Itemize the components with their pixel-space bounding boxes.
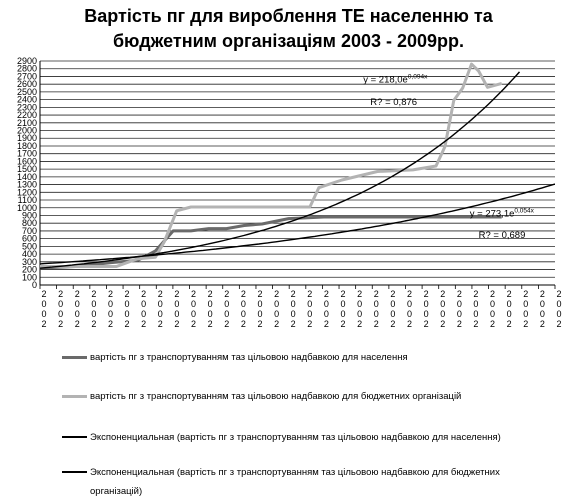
x-tick-char: 2 <box>74 289 80 299</box>
x-tick-label <box>556 289 561 329</box>
x-tick-char: 2 <box>274 289 280 299</box>
x-tick-char: 2 <box>390 319 396 329</box>
x-tick-char: 0 <box>373 299 379 309</box>
x-tick-char: 0 <box>41 299 47 309</box>
x-tick-char: 0 <box>456 309 462 319</box>
x-tick-label <box>324 289 329 329</box>
x-tick-char: 0 <box>141 309 147 319</box>
x-tick-label <box>125 289 130 329</box>
x-tick-label <box>191 289 196 329</box>
annotation-eq-pop <box>470 207 535 219</box>
x-tick-char: 2 <box>440 319 446 329</box>
x-tick-char: 2 <box>357 289 363 299</box>
x-tick-char: 2 <box>124 319 130 329</box>
x-tick-char: 0 <box>490 309 496 319</box>
x-tick-char: 0 <box>274 309 280 319</box>
x-tick-char: 0 <box>473 309 479 319</box>
x-tick-label <box>473 289 478 329</box>
legend-label-trend-budget: Экспоненциальная (вартість пг з транспортуванням таз цільовою надбавкою для бюджетних організацій) <box>90 467 500 497</box>
x-tick-char: 0 <box>490 299 496 309</box>
x-tick-char: 2 <box>58 289 64 299</box>
x-tick-char: 0 <box>523 299 529 309</box>
x-tick-label <box>540 289 545 329</box>
x-tick-char: 0 <box>506 299 512 309</box>
y-tick-label: 400 <box>21 249 37 260</box>
x-tick-char: 0 <box>506 309 512 319</box>
y-tick-label: 1500 <box>16 164 37 175</box>
x-tick-char: 0 <box>556 309 562 319</box>
y-tick-label: 2400 <box>16 94 37 105</box>
legend-label-budget: вартість пг з транспортуванням таз цільовою надбавкою для бюджетних організацій <box>90 391 462 402</box>
x-tick-char: 0 <box>207 309 213 319</box>
annotation-text: R? = 0,876 <box>370 97 418 109</box>
x-tick-char: 0 <box>141 299 147 309</box>
x-tick-char: 0 <box>357 299 363 309</box>
x-tick-char: 2 <box>191 319 197 329</box>
x-tick-label <box>224 289 229 329</box>
x-tick-char: 2 <box>390 289 396 299</box>
x-tick-label <box>424 289 429 329</box>
x-tick-char: 0 <box>207 299 213 309</box>
y-tick-label: 1300 <box>16 179 37 190</box>
x-tick-char: 0 <box>423 309 429 319</box>
y-tick-label: 200 <box>21 264 37 275</box>
x-tick-char: 2 <box>556 289 562 299</box>
x-tick-label <box>357 289 362 329</box>
x-tick-char: 2 <box>406 319 412 329</box>
x-tick-char: 2 <box>240 289 246 299</box>
x-tick-char: 2 <box>556 319 562 329</box>
x-tick-char: 2 <box>41 319 47 329</box>
x-tick-char: 0 <box>74 309 80 319</box>
y-tick-label: 600 <box>21 233 37 244</box>
x-tick-char: 2 <box>506 289 512 299</box>
x-tick-char: 0 <box>58 299 64 309</box>
x-tick-char: 0 <box>124 309 130 319</box>
x-tick-label <box>523 289 528 329</box>
x-tick-char: 0 <box>240 299 246 309</box>
x-tick-char: 2 <box>340 319 346 329</box>
x-tick-char: 0 <box>290 299 296 309</box>
y-tick-label: 1400 <box>16 171 37 182</box>
x-tick-char: 0 <box>257 299 263 309</box>
x-tick-char: 2 <box>74 319 80 329</box>
y-tick-label: 2100 <box>16 117 37 128</box>
x-tick-char: 0 <box>157 309 163 319</box>
x-tick-char: 0 <box>107 309 113 319</box>
x-tick-label <box>490 289 495 329</box>
x-tick-label <box>291 289 296 329</box>
x-tick-char: 0 <box>240 309 246 319</box>
x-tick-char: 0 <box>191 299 197 309</box>
annotation-sup: 0,054x <box>514 207 534 215</box>
x-tick-char: 0 <box>274 299 280 309</box>
x-tick-char: 0 <box>307 309 313 319</box>
x-tick-label <box>457 289 462 329</box>
x-tick-char: 2 <box>207 319 213 329</box>
x-tick-char: 2 <box>58 319 64 329</box>
x-tick-label <box>158 289 163 329</box>
x-tick-char: 0 <box>406 299 412 309</box>
x-tick-char: 2 <box>523 289 529 299</box>
y-tick-label: 900 <box>21 210 37 221</box>
y-tick-label: 2700 <box>16 71 37 82</box>
x-tick-char: 0 <box>406 309 412 319</box>
x-tick-label <box>341 289 346 329</box>
y-tick-label: 300 <box>21 256 37 267</box>
x-tick-char: 0 <box>41 309 47 319</box>
x-tick-label <box>507 289 512 329</box>
annotation-text: R? = 0,689 <box>478 229 526 241</box>
x-tick-char: 0 <box>539 299 545 309</box>
y-tick-label: 500 <box>21 241 37 252</box>
x-tick-label <box>91 289 96 329</box>
y-tick-label: 1900 <box>16 133 37 144</box>
x-tick-char: 2 <box>91 289 97 299</box>
x-tick-char: 0 <box>440 299 446 309</box>
x-tick-char: 0 <box>107 299 113 309</box>
x-tick-char: 0 <box>473 299 479 309</box>
grid <box>17 56 562 329</box>
x-tick-char: 0 <box>307 299 313 309</box>
y-tick-label: 2000 <box>16 125 37 136</box>
x-tick-char: 2 <box>539 319 545 329</box>
x-tick-char: 0 <box>323 309 329 319</box>
x-tick-char: 2 <box>357 319 363 329</box>
x-tick-char: 2 <box>107 319 113 329</box>
x-tick-char: 2 <box>174 319 180 329</box>
x-tick-char: 2 <box>107 289 113 299</box>
x-tick-label <box>58 289 63 329</box>
x-tick-char: 0 <box>157 299 163 309</box>
x-tick-char: 2 <box>423 319 429 329</box>
y-tick-label: 1100 <box>17 195 37 206</box>
annotation-text: y = 218,0e <box>363 74 408 86</box>
y-tick-label: 1800 <box>16 140 37 151</box>
x-tick-char: 2 <box>174 289 180 299</box>
x-tick-char: 2 <box>290 319 296 329</box>
x-tick-char: 2 <box>323 289 329 299</box>
x-tick-char: 0 <box>357 309 363 319</box>
x-tick-char: 2 <box>257 319 263 329</box>
x-tick-char: 0 <box>224 299 230 309</box>
series-line-2 <box>40 184 555 264</box>
x-tick-char: 0 <box>174 309 180 319</box>
x-tick-char: 2 <box>539 289 545 299</box>
x-tick-char: 0 <box>290 309 296 319</box>
y-tick-label: 2300 <box>16 102 37 113</box>
x-tick-label <box>141 289 146 329</box>
y-tick-label: 2200 <box>16 110 37 121</box>
x-tick-label <box>274 289 279 329</box>
x-tick-label <box>174 289 179 329</box>
x-tick-char: 2 <box>473 289 479 299</box>
x-tick-char: 2 <box>157 289 163 299</box>
x-tick-char: 2 <box>290 289 296 299</box>
x-tick-label <box>390 289 395 329</box>
y-tick-label: 2600 <box>16 79 37 90</box>
x-tick-char: 2 <box>257 289 263 299</box>
annotation-r2-pop <box>479 230 526 241</box>
x-tick-char: 2 <box>423 289 429 299</box>
chart-title-line-2: бюджетним організаціям 2003 - 2009рр. <box>112 31 465 51</box>
x-tick-label <box>374 289 379 329</box>
x-tick-char: 0 <box>523 309 529 319</box>
x-tick-char: 0 <box>539 309 545 319</box>
x-tick-char: 0 <box>323 299 329 309</box>
y-tick-label: 2800 <box>16 63 37 74</box>
x-tick-char: 2 <box>240 319 246 329</box>
y-tick-label: 800 <box>21 218 37 229</box>
annotation-r2-budget <box>370 97 417 108</box>
x-tick-char: 2 <box>373 289 379 299</box>
x-tick-char: 0 <box>340 299 346 309</box>
x-tick-char: 2 <box>41 289 47 299</box>
x-tick-char: 0 <box>91 309 97 319</box>
x-tick-char: 2 <box>224 289 230 299</box>
x-tick-char: 0 <box>423 299 429 309</box>
x-tick-char: 2 <box>523 319 529 329</box>
x-tick-char: 2 <box>307 289 313 299</box>
annotation-sup: 0,094x <box>407 73 428 81</box>
y-tick-label: 1000 <box>16 202 37 213</box>
chart-title-line-1: Вартість пг для вироблення ТЕ населенню та <box>84 6 493 26</box>
x-tick-char: 2 <box>157 319 163 329</box>
x-tick-char: 2 <box>191 289 197 299</box>
annotation-text: y = 273,1e <box>469 208 515 220</box>
x-tick-label <box>241 289 246 329</box>
x-tick-char: 2 <box>490 319 496 329</box>
x-tick-char: 2 <box>456 289 462 299</box>
y-tick-label: 700 <box>21 225 37 236</box>
x-tick-label <box>307 289 312 329</box>
series-line-1 <box>40 64 502 266</box>
x-tick-char: 0 <box>373 309 379 319</box>
y-tick-label: 2900 <box>16 56 37 66</box>
x-tick-char: 2 <box>141 319 147 329</box>
y-tick-label: 2500 <box>16 86 37 97</box>
x-tick-char: 0 <box>390 309 396 319</box>
x-tick-char: 0 <box>124 299 130 309</box>
x-tick-char: 2 <box>141 289 147 299</box>
x-tick-char: 2 <box>207 289 213 299</box>
x-tick-char: 0 <box>74 299 80 309</box>
x-tick-char: 0 <box>191 309 197 319</box>
x-tick-label <box>108 289 113 329</box>
x-tick-char: 0 <box>340 309 346 319</box>
x-tick-char: 0 <box>440 309 446 319</box>
legend-label-population: вартість пг з транспортуванням таз цільовою надбавкою для населення <box>90 352 408 363</box>
x-tick-char: 0 <box>224 309 230 319</box>
x-tick-char: 2 <box>274 319 280 329</box>
x-tick-char: 2 <box>440 289 446 299</box>
x-tick-char: 2 <box>373 319 379 329</box>
x-tick-char: 2 <box>124 289 130 299</box>
y-tick-label: 100 <box>21 272 37 283</box>
y-tick-label: 1600 <box>16 156 37 167</box>
x-tick-char: 2 <box>91 319 97 329</box>
x-tick-label <box>208 289 213 329</box>
x-tick-char: 2 <box>473 319 479 329</box>
x-tick-char: 2 <box>406 289 412 299</box>
legend-label-trend-population: Экспоненциальная (вартість пг з транспортуванням таз цільовою надбавкою для населення) <box>90 432 501 443</box>
x-tick-char: 2 <box>307 319 313 329</box>
y-tick-label: 0 <box>31 280 37 290</box>
x-tick-char: 2 <box>456 319 462 329</box>
x-tick-char: 0 <box>91 299 97 309</box>
x-tick-label <box>257 289 262 329</box>
y-tick-label: 1700 <box>16 148 37 159</box>
x-tick-char: 0 <box>456 299 462 309</box>
x-tick-char: 0 <box>174 299 180 309</box>
x-tick-char: 0 <box>257 309 263 319</box>
x-tick-char: 0 <box>556 299 562 309</box>
x-tick-label <box>440 289 445 329</box>
x-tick-char: 2 <box>490 289 496 299</box>
x-tick-char: 0 <box>390 299 396 309</box>
x-tick-label <box>75 289 80 329</box>
x-tick-char: 0 <box>58 309 64 319</box>
x-tick-char: 2 <box>323 319 329 329</box>
x-tick-label <box>41 289 46 329</box>
x-tick-char: 2 <box>340 289 346 299</box>
y-tick-label: 1200 <box>16 187 37 198</box>
x-tick-char: 2 <box>506 319 512 329</box>
x-tick-label <box>407 289 412 329</box>
x-tick-char: 2 <box>224 319 230 329</box>
